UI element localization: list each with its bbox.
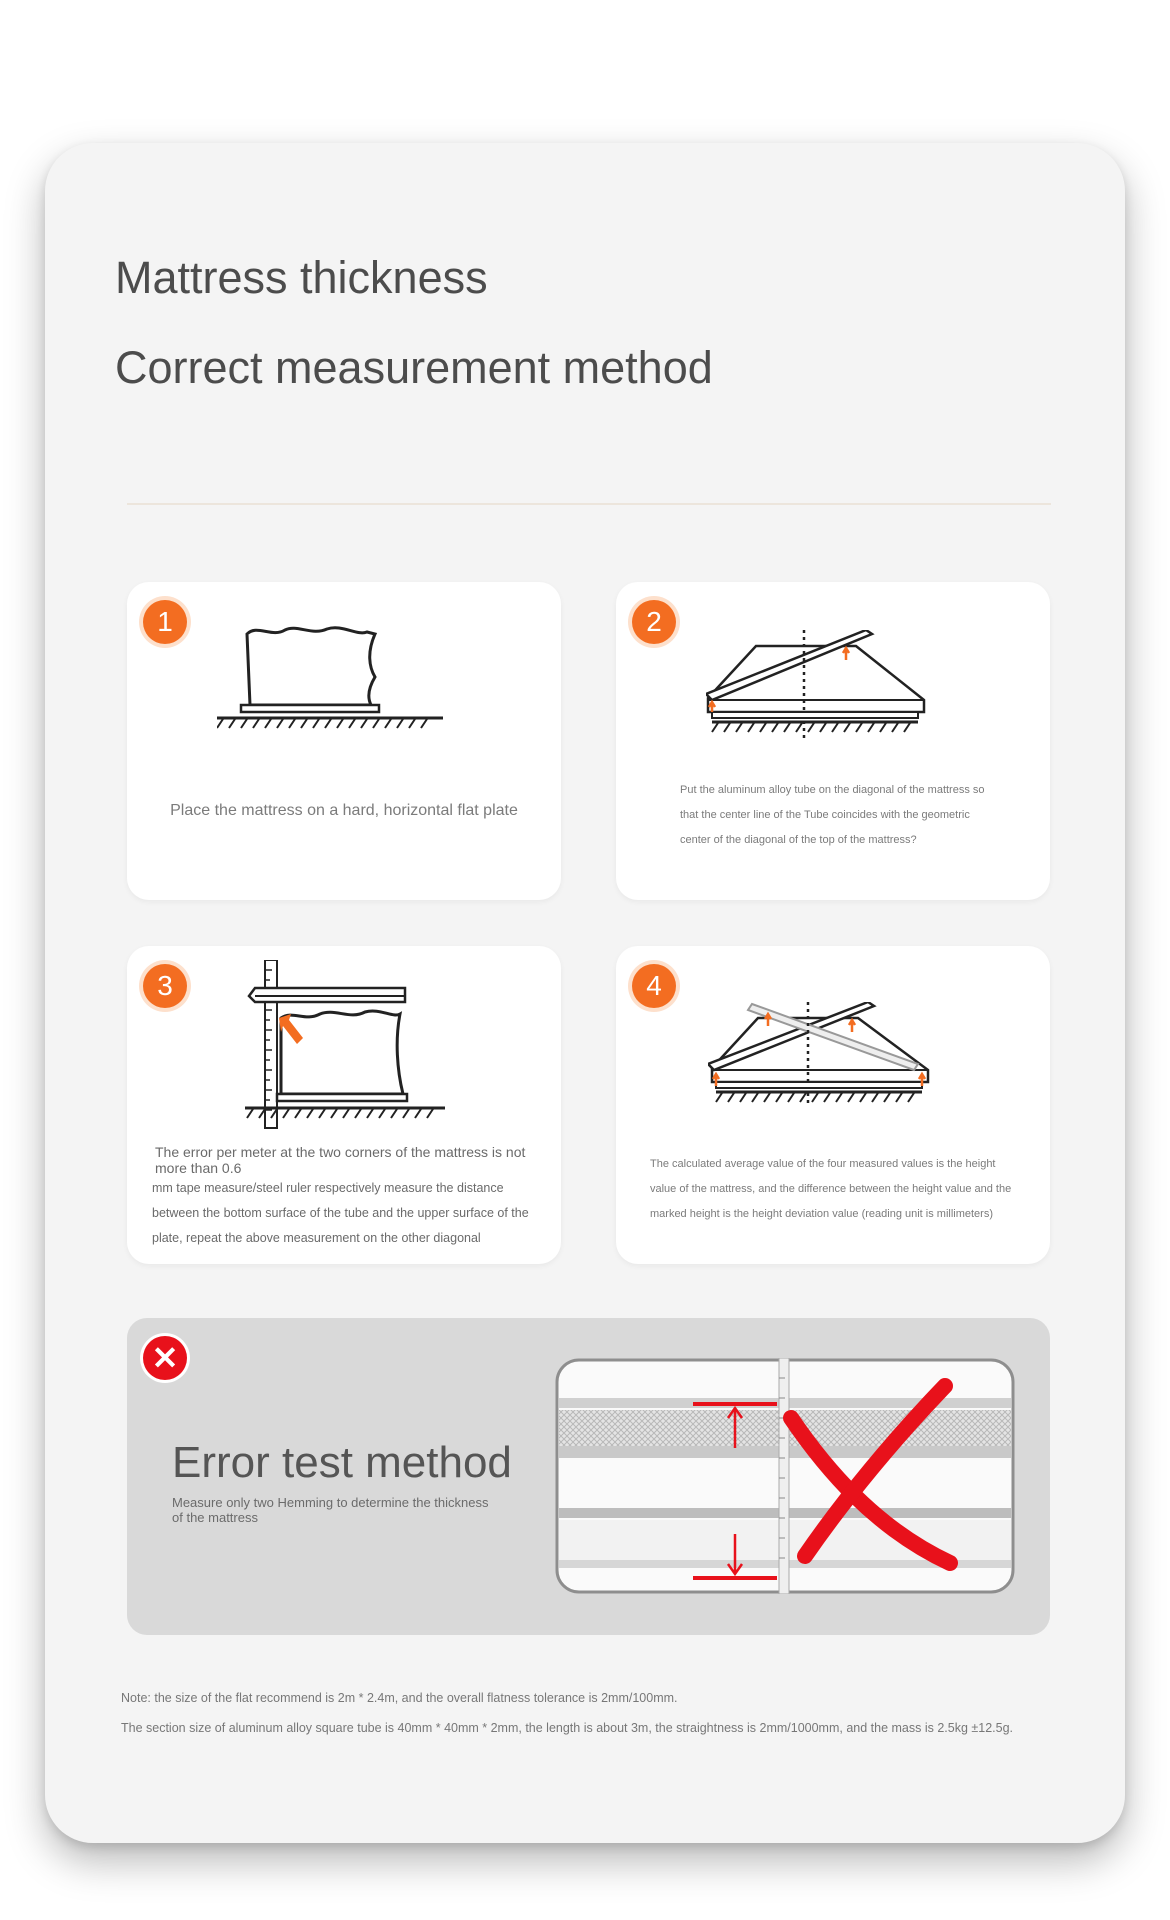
step-1-caption: Place the mattress on a hard, horizontal flat plate xyxy=(170,802,518,819)
step-3-caption: mm tape measure/steel ruler respectively measure the distance between the bottom surface of the tube and the upper surface of the plate, repeat the above measurement on the other diagonal xyxy=(152,1181,529,1245)
mattress-on-plate-illustration xyxy=(217,622,457,742)
title-divider xyxy=(127,503,1051,505)
page-subtitle: Correct measurement method xyxy=(115,342,713,393)
red-x-circle-icon: ✕ xyxy=(143,1336,187,1380)
step-3-caption-title: The error per meter at the two corners of the mattress is not more than 0.6 xyxy=(155,1144,526,1176)
step-number-badge: 2 xyxy=(632,600,676,644)
error-test-panel xyxy=(127,1318,1050,1635)
step-2-caption: Put the aluminum alloy tube on the diagonal of the mattress so that the center line of the Tube coincides with the geometric center of the diagonal of the top of the mattress? xyxy=(680,784,985,846)
step-number-badge: 4 xyxy=(632,964,676,1008)
step-card-1 xyxy=(127,582,561,900)
footnote-tube: The section size of aluminum alloy square tube is 40mm * 40mm * 2mm, the length is about 3m, the straightness is 2mm/1000mm, and the mass is 2.5kg ±12.5g. xyxy=(121,1721,1013,1735)
step-4-caption: The calculated average value of the four measured values is the height value of the mattress, and the difference between the height value and the marked height is the height deviation value (reading unit is millimeters) xyxy=(650,1158,1012,1220)
footnote-plate: Note: the size of the flat recommend is 2m * 2.4m, and the overall flatness tolerance is 2mm/100mm. xyxy=(121,1691,678,1705)
four-measurements-illustration xyxy=(708,1002,948,1122)
step-number-badge: 3 xyxy=(143,964,187,1008)
diagonal-tube-illustration xyxy=(706,630,946,750)
step-card-3 xyxy=(127,946,561,1264)
error-test-description: Measure only two Hemming to determine the thickness of the mattress xyxy=(172,1495,489,1525)
page-title: Mattress thickness xyxy=(115,252,488,303)
step-card-2 xyxy=(616,582,1050,900)
wrong-measurement-illustration xyxy=(555,1358,1015,1594)
step-card-4 xyxy=(616,946,1050,1264)
ruler-measurement-illustration xyxy=(245,960,465,1140)
step-number-badge: 1 xyxy=(143,600,187,644)
error-test-title: Error test method xyxy=(172,1438,512,1487)
